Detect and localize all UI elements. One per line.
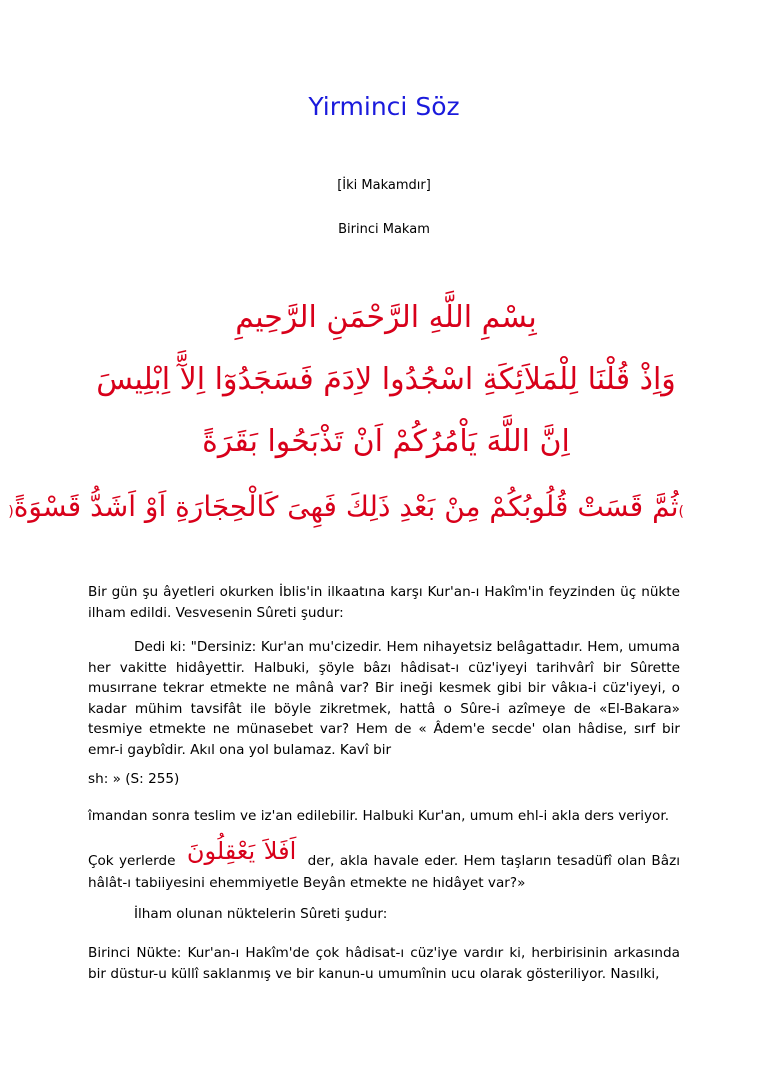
section-heading: Birinci Makam <box>338 222 430 237</box>
page-title: Yirminci Söz <box>308 92 460 121</box>
paragraph-5-start: Çok yerlerde <box>88 853 176 869</box>
paragraph-7: Birinci Nükte: Kur'an-ı Hakîm'de çok hâdisat-ı cüz'iye vardır ki, herbirisinin arkasında bir düstur-u küllî saklanmış ve bir kanun-u umumînin ucu olarak gösteriliyor. Nasılki, <box>88 945 680 982</box>
paren-open: ) <box>678 504 684 520</box>
paragraph-3: sh: » (S: 255) <box>88 771 180 787</box>
arabic-verse-3-row <box>8 490 684 523</box>
arabic-verse-1: وَاِذْ قُلْنَا لِلْمَلاَئِكَةِ اسْجُدُوا لاِدَمَ فَسَجَدُوٓا اِلآَّ اِبْلِيسَ <box>96 362 676 397</box>
paren-close: ( <box>8 504 14 520</box>
basmala-verse: بِسْمِ اللَّهِ الرَّحْمَنِ الرَّحِيمِ <box>235 300 537 335</box>
paragraph-4: îmandan sonra teslim ve iz'an edilebilir. Halbuki Kur'an, umum ehl-i akla ders veriyor. <box>88 808 670 824</box>
paragraph-5-end: der, akla havale eder. Hem taşların tesadüfî olan Bâzı hâlât-ı tabiiyesini ehemmiyetle Beyân etmekte ne hidâyet var?» <box>88 853 680 891</box>
section-note: [İki Makamdır] <box>337 178 431 193</box>
arabic-verse-2: اِنَّ اللَّهَ يَاْمُرُكُمْ اَنْ تَذْبَحُوا بَقَرَةً <box>202 424 570 459</box>
paragraph-1: Bir gün şu âyetleri okurken İblis'in ilkaatına karşı Kur'an-ı Hakîm'in feyzinden üç nükte ilham edildi. Vesvesenin Sûreti şudur: <box>88 584 680 621</box>
paragraph-5 <box>88 837 680 894</box>
inline-arabic-phrase: اَفَلاَ يَعْقِلُونَ <box>186 837 297 865</box>
arabic-verse-3: ثُمَّ قَسَتْ قُلُوبُكُمْ مِنْ بَعْدِ ذَلِكَ فَهِىَ كَالْحِجَارَةِ اَوْ اَشَدُّ قَسْوَةً <box>13 490 679 523</box>
paragraph-2: Dedi ki: "Dersiniz: Kur'an mu'cizedir. Hem nihayetsiz belâgattadır. Hem, umuma her vakitte hidâyettir. Halbuki, şöyle bâzı hâdisat-ı cüz'iyeyi tarihvârî bir Sûrette musırrane tekrar etmekte ne mânâ var? Bir ineği kesmek gibi bir vâkıa-i cüz'iyeyi, o kadar mühim tavsifât ile böyle zikretmek, hattâ o Sûre-i azîmeye de «El-Bakara» tesmiye etmekte ne münasebet var? Hem de « Âdem'e secde' olan hâdise, sırf bir emr-i gaybîdir. Akıl ona yol bulamaz. Kavî bir <box>88 639 680 758</box>
paragraph-6: İlham olunan nüktelerin Sûreti şudur: <box>134 906 388 922</box>
